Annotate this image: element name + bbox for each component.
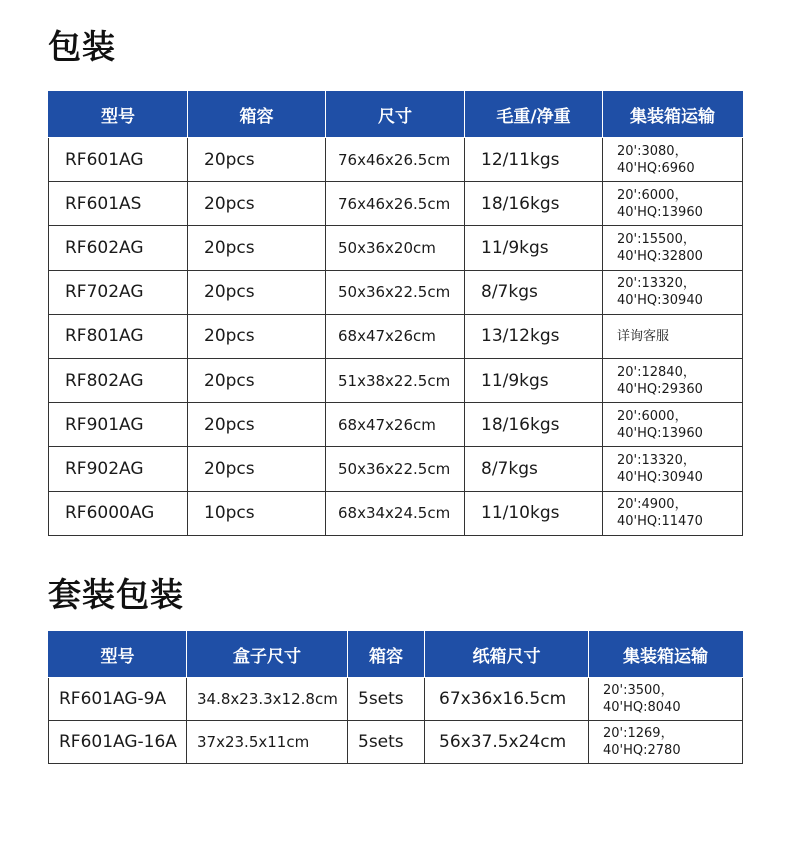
table-row xyxy=(49,270,743,314)
cell-carton-size: 56x37.5x24cm xyxy=(425,721,589,764)
cell-weight: 11/10kgs xyxy=(465,491,603,535)
shipping-line-40hq: 40'HQ:13960 xyxy=(617,425,703,441)
shipping-line-40hq: 40'HQ:2780 xyxy=(603,743,681,758)
header-box-size: 盒子尺寸 xyxy=(187,632,348,678)
set-packing-section-title: 套装包装 xyxy=(48,575,184,614)
shipping-line-20ft: 20':4900， xyxy=(617,497,688,513)
cell-size: 50x36x22.5cm xyxy=(326,270,465,314)
cell-shipping xyxy=(603,358,743,402)
cell-weight: 18/16kgs xyxy=(465,182,603,226)
cell-weight: 12/11kgs xyxy=(465,138,603,182)
cell-size: 76x46x26.5cm xyxy=(326,182,465,226)
cell-shipping xyxy=(603,403,743,447)
packing-table xyxy=(48,91,743,536)
cell-size: 51x38x22.5cm xyxy=(326,358,465,402)
header-model: 型号 xyxy=(49,632,187,678)
cell-model: RF601AS xyxy=(49,182,188,226)
cell-size: 50x36x20cm xyxy=(326,226,465,270)
packing-section-title: 包装 xyxy=(48,27,116,66)
table-row xyxy=(49,491,743,535)
cell-qty: 20pcs xyxy=(188,358,326,402)
cell-shipping xyxy=(589,678,743,721)
cell-weight: 8/7kgs xyxy=(465,447,603,491)
header-carton-size: 纸箱尺寸 xyxy=(425,632,589,678)
cell-box-size: 37x23.5x11cm xyxy=(187,721,348,764)
table-row xyxy=(49,314,743,358)
shipping-line-40hq: 40'HQ:29360 xyxy=(617,381,703,397)
table-row xyxy=(49,138,743,182)
cell-weight: 8/7kgs xyxy=(465,270,603,314)
cell-box-size: 34.8x23.3x12.8cm xyxy=(187,678,348,721)
cell-size: 68x47x26cm xyxy=(326,314,465,358)
table-row xyxy=(49,403,743,447)
header-weight: 毛重/净重 xyxy=(465,92,603,138)
shipping-line-40hq: 40'HQ:30940 xyxy=(617,469,703,485)
cell-shipping xyxy=(603,491,743,535)
header-model: 型号 xyxy=(49,92,188,138)
table-row xyxy=(49,182,743,226)
set-packing-table-header xyxy=(49,632,743,678)
shipping-line-20ft: 20':6000， xyxy=(617,408,688,424)
cell-qty: 5sets xyxy=(348,678,425,721)
header-shipping: 集装箱运输 xyxy=(603,92,743,138)
shipping-line-20ft: 20':13320， xyxy=(617,276,696,292)
shipping-line-20ft: 20':1269， xyxy=(603,726,674,741)
cell-size: 50x36x22.5cm xyxy=(326,447,465,491)
table-row xyxy=(49,358,743,402)
cell-shipping xyxy=(603,182,743,226)
cell-model: RF6000AG xyxy=(49,491,188,535)
cell-model: RF801AG xyxy=(49,314,188,358)
shipping-line-20ft: 20':3080， xyxy=(617,143,688,159)
cell-shipping xyxy=(603,270,743,314)
cell-model: RF601AG-9A xyxy=(49,678,187,721)
shipping-line-40hq: 40'HQ:32800 xyxy=(617,248,703,264)
cell-qty: 5sets xyxy=(348,721,425,764)
cell-size: 76x46x26.5cm xyxy=(326,138,465,182)
header-qty: 箱容 xyxy=(348,632,425,678)
cell-model: RF802AG xyxy=(49,358,188,402)
header-qty: 箱容 xyxy=(188,92,326,138)
shipping-line-20ft: 20':3500， xyxy=(603,683,674,698)
shipping-line-40hq: 40'HQ:13960 xyxy=(617,204,703,220)
cell-qty: 20pcs xyxy=(188,182,326,226)
set-packing-table xyxy=(48,631,743,764)
cell-shipping xyxy=(603,447,743,491)
cell-weight: 11/9kgs xyxy=(465,358,603,402)
shipping-line-20ft: 20':15500， xyxy=(617,231,696,247)
cell-size: 68x34x24.5cm xyxy=(326,491,465,535)
cell-qty: 20pcs xyxy=(188,270,326,314)
shipping-line-20ft: 20':13320， xyxy=(617,452,696,468)
cell-model: RF702AG xyxy=(49,270,188,314)
table-row xyxy=(49,678,743,721)
shipping-line-20ft: 20':12840， xyxy=(617,364,696,380)
cell-qty: 10pcs xyxy=(188,491,326,535)
table-row xyxy=(49,226,743,270)
cell-qty: 20pcs xyxy=(188,138,326,182)
shipping-line-40hq: 40'HQ:8040 xyxy=(603,700,681,715)
cell-model: RF602AG xyxy=(49,226,188,270)
packing-table-header xyxy=(49,92,743,138)
header-shipping: 集装箱运输 xyxy=(589,632,743,678)
cell-shipping xyxy=(589,721,743,764)
cell-size: 68x47x26cm xyxy=(326,403,465,447)
cell-model: RF601AG xyxy=(49,138,188,182)
cell-carton-size: 67x36x16.5cm xyxy=(425,678,589,721)
shipping-line-40hq: 40'HQ:11470 xyxy=(617,514,703,530)
shipping-line-40hq: 40'HQ:30940 xyxy=(617,293,703,309)
cell-qty: 20pcs xyxy=(188,226,326,270)
header-size: 尺寸 xyxy=(326,92,465,138)
cell-shipping xyxy=(603,138,743,182)
cell-qty: 20pcs xyxy=(188,447,326,491)
cell-weight: 11/9kgs xyxy=(465,226,603,270)
cell-qty: 20pcs xyxy=(188,314,326,358)
cell-shipping xyxy=(603,314,743,358)
cell-shipping xyxy=(603,226,743,270)
cell-model: RF902AG xyxy=(49,447,188,491)
cell-weight: 18/16kgs xyxy=(465,403,603,447)
shipping-line-40hq: 40'HQ:6960 xyxy=(617,160,695,176)
shipping-line-20ft: 20':6000， xyxy=(617,187,688,203)
cell-weight: 13/12kgs xyxy=(465,314,603,358)
cell-model: RF601AG-16A xyxy=(49,721,187,764)
table-row xyxy=(49,721,743,764)
cell-model: RF901AG xyxy=(49,403,188,447)
table-row xyxy=(49,447,743,491)
shipping-line-20ft: 详询客服 xyxy=(617,328,670,344)
cell-qty: 20pcs xyxy=(188,403,326,447)
